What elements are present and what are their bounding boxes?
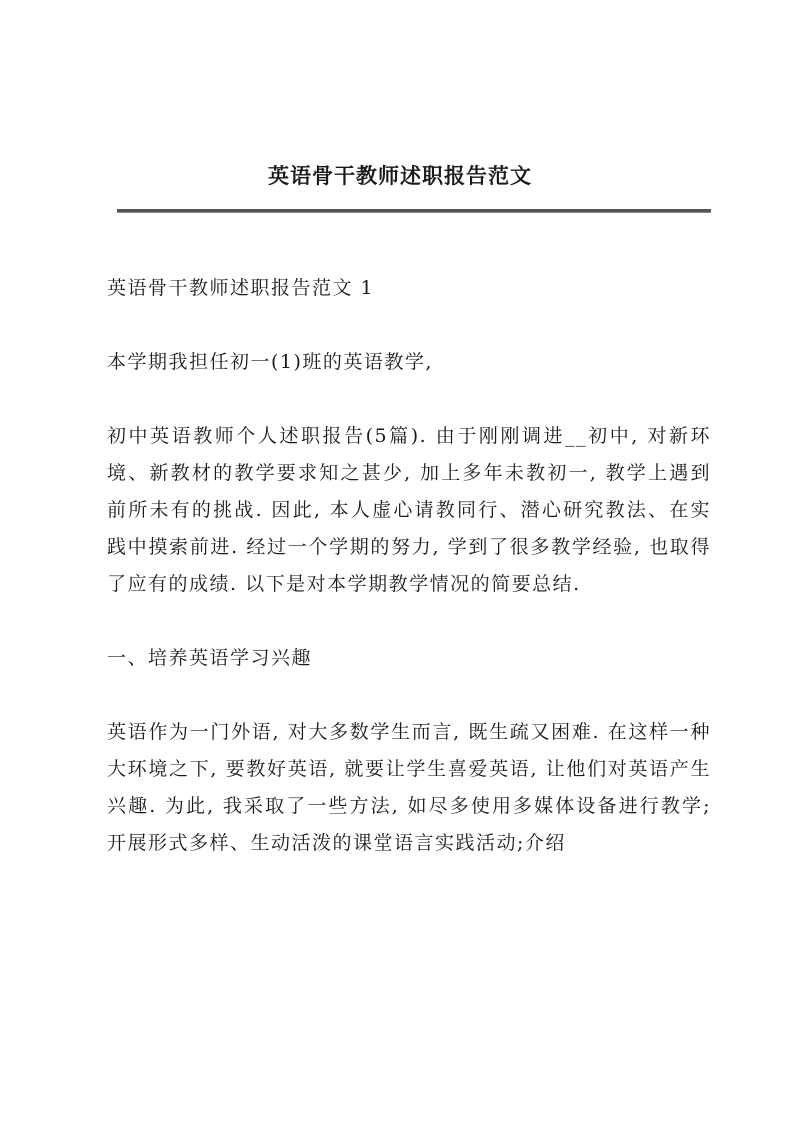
document-title: 英语骨干教师述职报告范文 <box>268 163 532 188</box>
section-heading-interest: 一、培养英语学习兴趣 <box>107 647 313 669</box>
paragraph-3: 英语作为一门外语, 对大多数学生而言, 既生疏又困难. 在这样一种大环境之下, 要教好英语, 就要让学生喜爱英语, 让他们对英语产生兴趣. 为此, 我采取了一些方法, 如尽多使用多媒体设备进行教学;开展形式多样、生动活泼的课堂语言实践活动;介绍 <box>107 721 711 854</box>
paragraph-2: 初中英语教师个人述职报告(5篇). 由于刚刚调进__初中, 对新环境、新教材的教学要求知之甚少, 加上多年未教初一, 教学上遇到前所未有的挑战. 因此, 本人虚心请教同行、潜心研究教法、在实践中摸索前进. 经过一个学期的努力, 学到了很多教学经验, 也取得了应有的成绩. 以下是对本学期教学情况的简要总结. <box>107 425 711 595</box>
title-divider <box>117 209 711 213</box>
paragraph-1: 本学期我担任初一(1)班的英语教学, <box>107 351 433 373</box>
document-body <box>107 270 711 899</box>
section-heading: 英语骨干教师述职报告范文 1 <box>107 277 375 299</box>
